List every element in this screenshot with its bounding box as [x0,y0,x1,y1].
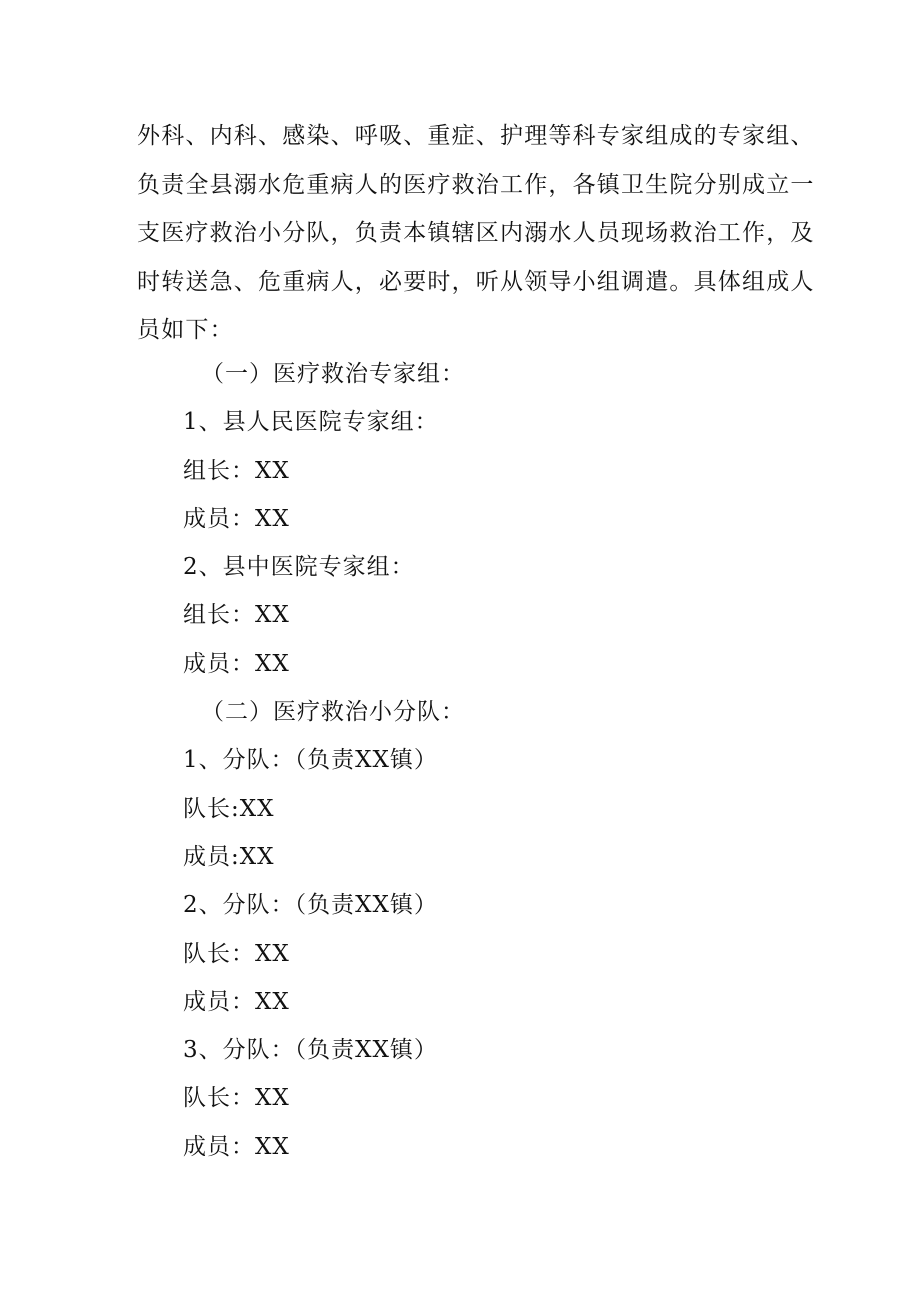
list-item: 队长：XX [183,940,290,967]
list-item: 成员：XX [183,988,290,1015]
section-heading-medical-teams: （二）医疗救治小分队： [201,699,465,726]
paragraph-line: 外科、内科、感染、呼吸、重症、护理等科专家组成的专家组、 [137,123,815,149]
paragraph-line: 负责全县溺水危重病人的医疗救治工作，各镇卫生院分别成立一 [137,171,815,198]
paragraph-line: 时转送急、危重病人，必要时，听从领导小组调遣。具体组成人 [137,268,815,295]
list-item: 1、县人民医院专家组： [183,409,439,436]
list-item: 3、分队：（负责XX镇） [183,1037,438,1064]
personnel-list [183,350,783,1171]
list-item: 成员:XX [183,843,275,870]
list-item: 成员：XX [183,650,290,677]
intro-paragraph [137,112,815,355]
list-item: 组长：XX [183,602,290,629]
list-item: 成员：XX [183,505,290,532]
list-item: 队长:XX [183,795,275,822]
list-item: 2、县中医院专家组： [183,554,415,581]
paragraph-line: 员如下： [137,317,234,343]
paragraph-line: 支医疗救治小分队，负责本镇辖区内溺水人员现场救治工作，及 [137,220,815,246]
list-item: 成员：XX [183,1133,290,1160]
list-item: 2、分队：（负责XX镇） [183,892,438,919]
list-item: 组长：XX [183,457,290,484]
section-heading-expert-group: （一）医疗救治专家组： [201,361,465,387]
list-item: 队长：XX [183,1085,290,1112]
list-item: 1、分队：（负责XX镇） [183,747,438,774]
